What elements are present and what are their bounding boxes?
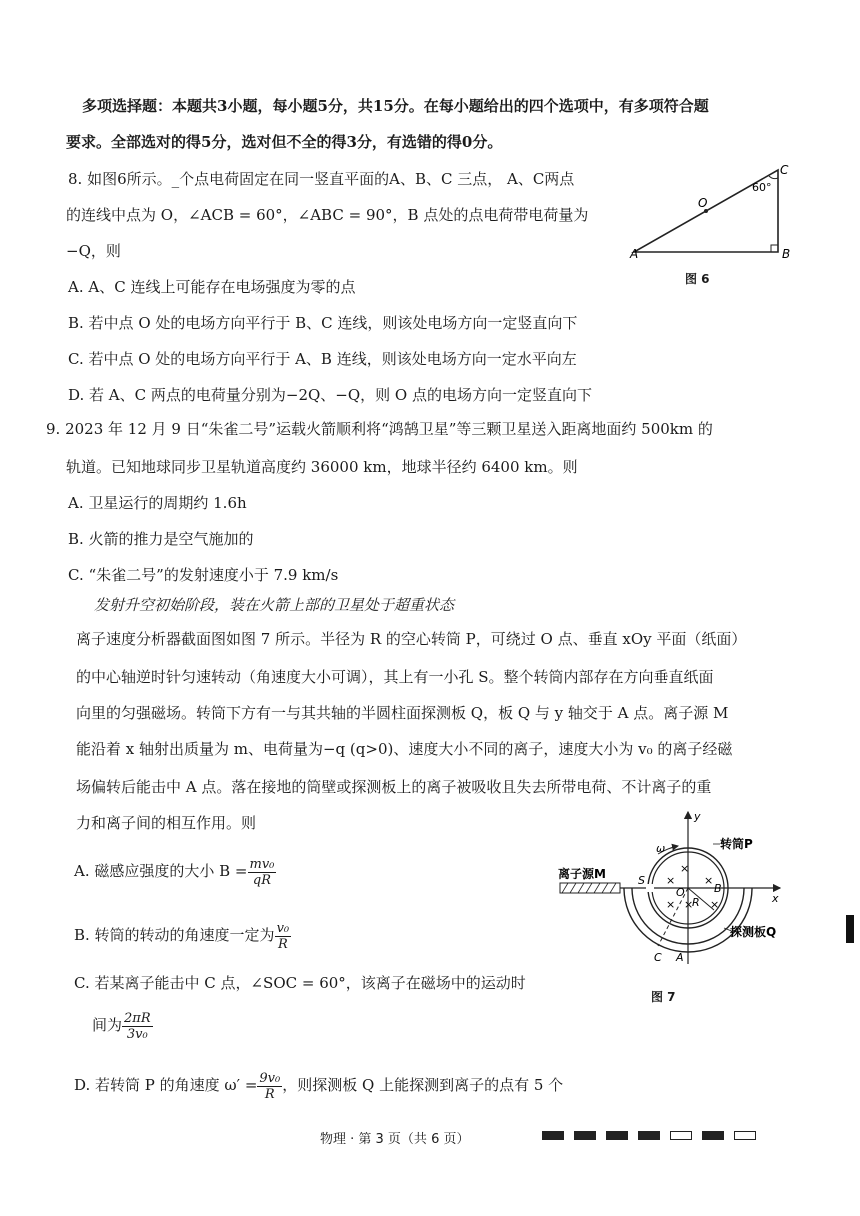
q10-option-b-numerator: v₀ xyxy=(276,920,290,936)
footer-mark-4 xyxy=(638,1131,660,1140)
q10-option-c-numerator: 2πR xyxy=(124,1010,151,1026)
q9-option-a: A. 卫星运行的周期约 1.6h xyxy=(68,494,247,512)
fig6-label-c: C xyxy=(780,163,789,177)
fig6-label-o: O xyxy=(698,196,708,210)
fig7-o-label: O xyxy=(676,886,685,899)
q10-option-d-fraction xyxy=(257,1071,282,1102)
fig7-source-label: 离子源M xyxy=(558,867,606,881)
q10-option-c-prefix: 间为 xyxy=(92,1016,123,1034)
q10-option-d-numerator: 9v₀ xyxy=(259,1070,281,1086)
fig6-angle-label: 60° xyxy=(752,181,772,194)
figure-6-caption: 图 6 xyxy=(685,272,710,286)
q9-stem-line1: 9. 2023 年 12 月 9 日“朱雀二号”运载火箭顺利将“鸿鹄卫星”等三颗卫星送入距离地面约 500km 的 xyxy=(46,420,713,438)
fig7-a-label: A xyxy=(676,951,684,964)
fig7-cross-6: × xyxy=(710,898,720,911)
q10-option-a-fraction xyxy=(248,857,277,888)
fig7-x-label: x xyxy=(772,892,779,905)
q10-stem-line6: 力和离子间的相互作用。则 xyxy=(76,814,257,832)
q10-stem-line3: 向里的匀强磁场。转筒下方有一与其共轴的半圆柱面探测板 Q，板 Q 与 y 轴交于 A 点。离子源 M xyxy=(76,704,729,722)
footer-mark-2 xyxy=(574,1131,596,1140)
fig7-cross-1: × xyxy=(680,862,690,875)
footer-mark-6 xyxy=(702,1131,724,1140)
fig7-y-label: y xyxy=(694,810,701,823)
q9-option-b: B. 火箭的推力是空气施加的 xyxy=(68,530,254,548)
q10-option-a-numerator: mv₀ xyxy=(249,856,275,872)
q10-stem-line2: 的中心轴逆时针匀速转动（角速度大小可调），其上有一小孔 S。整个转筒内部存在方向垂直纸面 xyxy=(76,668,714,686)
footer-mark-3 xyxy=(606,1131,628,1140)
fig6-label-a: A xyxy=(630,247,639,261)
fig7-cross-5: × xyxy=(684,898,694,911)
figure-7 xyxy=(558,808,790,966)
q9-option-d: 发射升空初始阶段，装在火箭上部的卫星处于超重状态 xyxy=(94,596,455,614)
footer-mark-7 xyxy=(734,1131,756,1140)
fig6-label-b: B xyxy=(782,247,791,261)
q10-stem-line1: 离子速度分析器截面图如图 7 所示。半径为 R 的空心转筒 P，可绕过 O 点、垂直 xOy 平面（纸面） xyxy=(76,630,747,648)
q10-option-c-fraction xyxy=(122,1011,153,1042)
fig7-c-label: C xyxy=(654,951,662,964)
fig7-drum-label: 转筒P xyxy=(720,837,753,851)
q10-option-c-line2 xyxy=(92,1006,153,1044)
q10-option-b xyxy=(74,916,291,954)
fig7-detector-label: 探测板Q xyxy=(730,925,777,939)
q8-stem-line3: −Q，则 xyxy=(66,242,121,260)
q9-option-c: C. “朱雀二号”的发射速度小于 7.9 km/s xyxy=(68,566,339,584)
q10-option-d-prefix: D. 若转筒 P 的角速度 ω′ = xyxy=(74,1076,258,1094)
q10-option-b-fraction xyxy=(275,921,292,952)
q8-option-b: B. 若中点 O 处的电场方向平行于 B、C 连线，则该处电场方向一定竖直向下 xyxy=(68,314,578,332)
figure-7-caption: 图 7 xyxy=(651,990,676,1004)
section-header-line2: 要求。全部选对的得5分，选对但不全的得3分，有选错的得0分。 xyxy=(66,133,503,151)
fig7-b-label: B xyxy=(714,882,722,895)
q10-option-d xyxy=(74,1066,563,1104)
q10-option-a-denominator: qR xyxy=(252,872,271,888)
fig7-s-label: S xyxy=(638,874,645,887)
q10-option-c-denominator: 3v₀ xyxy=(126,1026,148,1042)
q8-stem-line2: 的连线中点为 O，∠ACB = 60°，∠ABC = 90°，B 点处的点电荷带电荷量为 xyxy=(66,206,589,224)
q10-option-d-denominator: R xyxy=(264,1086,275,1102)
q10-option-a xyxy=(74,852,276,890)
q10-option-b-text: B. 转筒的转动的角速度一定为 xyxy=(74,926,275,944)
q10-stem-line5: 场偏转后能击中 A 点。落在接地的筒壁或探测板上的离子被吸收且失去所带电荷、不计离子的重 xyxy=(76,778,712,796)
fig7-r-label: R xyxy=(692,896,700,909)
q10-option-a-text: A. 磁感应强度的大小 B = xyxy=(74,862,248,880)
page-footer: 物理 · 第 3 页（共 6 页） xyxy=(320,1132,470,1147)
q9-stem-line2: 轨道。已知地球同步卫星轨道高度约 36000 km，地球半径约 6400 km。则 xyxy=(66,458,578,476)
figure-6 xyxy=(622,160,792,265)
fig7-cross-3: × xyxy=(704,874,714,887)
q10-option-c-line1: C. 若某离子能击中 C 点，∠SOC = 60°，该离子在磁场中的运动时 xyxy=(74,974,526,992)
section-header-line1: 多项选择题：本题共3小题，每小题5分，共15分。在每小题给出的四个选项中，有多项符合题 xyxy=(82,97,709,115)
q8-option-c: C. 若中点 O 处的电场方向平行于 A、B 连线，则该处电场方向一定水平向左 xyxy=(68,350,577,368)
fig7-omega-label: ω xyxy=(656,842,666,855)
q10-option-d-suffix: ，则探测板 Q 上能探测到离子的点有 5 个 xyxy=(282,1076,564,1094)
fig7-cross-4: × xyxy=(666,898,676,911)
q8-option-d: D. 若 A、C 两点的电荷量分别为−2Q、−Q，则 O 点的电场方向一定竖直向下 xyxy=(68,386,592,404)
footer-mark-1 xyxy=(542,1131,564,1140)
q8-stem-line1: 8. 如图6所示。_个点电荷固定在同一竖直平面的A、B、C 三点， A、C两点 xyxy=(68,170,575,188)
footer-mark-5 xyxy=(670,1131,692,1140)
fig7-cross-2: × xyxy=(666,874,676,887)
q8-option-a: A. A、C 连线上可能存在电场强度为零的点 xyxy=(68,278,356,296)
page-edge-mark xyxy=(846,915,854,943)
q10-option-b-denominator: R xyxy=(277,936,288,952)
q10-stem-line4: 能沿着 x 轴射出质量为 m、电荷量为−q (q>0)、速度大小不同的离子，速度大小为 v₀ 的离子经磁 xyxy=(76,740,733,758)
